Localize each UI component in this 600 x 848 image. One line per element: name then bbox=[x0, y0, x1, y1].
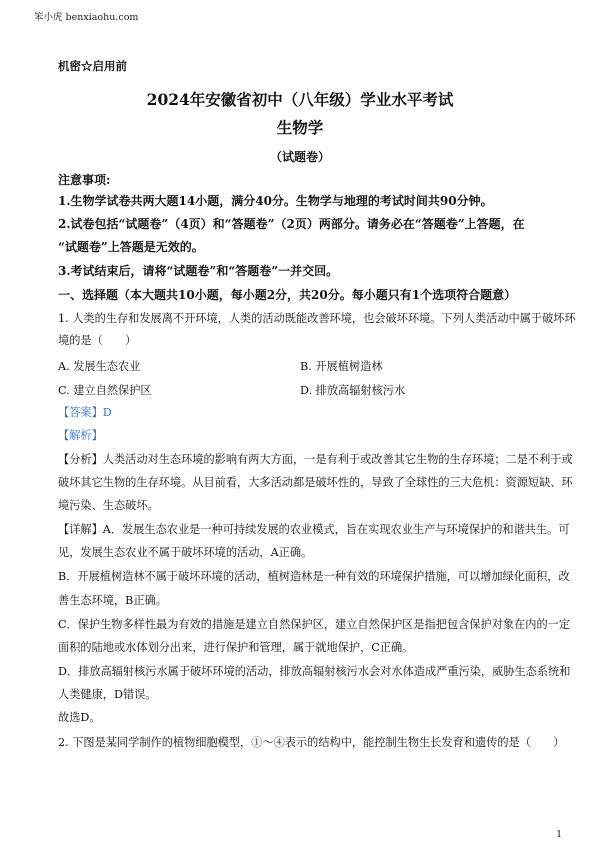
page-number: 1 bbox=[556, 830, 562, 840]
q1-detail-9: 故选D。 bbox=[58, 711, 101, 724]
q1-detail-5: C．保护生物多样性最为有效的措施是建立自然保护区，建立自然保护区是指把包含保护对象在内的一定 bbox=[58, 618, 571, 631]
q1-detail-7: D．排放高辐射核污水属于破坏环境的活动，排放高辐射核污水会对水体造成严重污染，威胁生态系统和 bbox=[58, 665, 571, 678]
q1-option-b: B. 开展植树造林 bbox=[300, 360, 383, 373]
section-heading: 一、选择题（本大题共10小题，每小题2分，共20分。每小题只有1个选项符合题意） bbox=[58, 288, 517, 302]
exam-title: 2024年安徽省初中（八年级）学业水平考试 bbox=[146, 90, 454, 109]
q1-detail-4: 善生态环境，B正确。 bbox=[58, 594, 167, 607]
q1-analysis-3: 境污染、生态破坏。 bbox=[58, 499, 159, 512]
q1-detail-8: 人类健康，D错误。 bbox=[58, 688, 157, 701]
note-2: 2.试卷包括“试题卷”（4页）和“答题卷”（2页）两部分。请务必在“答题卷”上答题，在 bbox=[58, 217, 525, 231]
q1-option-a: A. 发展生态农业 bbox=[58, 360, 141, 373]
note-1: 1.生物学试卷共两大题14小题，满分40分。生物学与地理的考试时间共90分钟。 bbox=[58, 194, 493, 208]
confidential-label: 机密☆启用前 bbox=[58, 59, 127, 73]
notes-heading: 注意事项: bbox=[58, 173, 111, 187]
q1-detail-3: B．开展植树造林不属于破坏环境的活动，植树造林是一种有效的环境保护措施，可以增加绿化面积，改 bbox=[58, 570, 570, 583]
q1-stem-2: 境的是（ ） bbox=[58, 334, 137, 347]
q1-detail-1: 【详解】A．发展生态农业是一种可持续发展的农业模式，旨在实现农业生产与环境保护的和谐共生。可 bbox=[58, 523, 570, 536]
q1-analysis-1: 【分析】人类活动对生态环境的影响有两大方面，一是有利于或改善其它生物的生存环境；二是不利于或 bbox=[58, 453, 573, 466]
q1-analysis-tag: 【解析】 bbox=[58, 429, 103, 442]
q1-answer: 【答案】D bbox=[58, 406, 112, 419]
q1-detail-2: 见，发展生态农业不属于破坏环境的活动，A正确。 bbox=[58, 546, 313, 559]
q1-option-d: D. 排放高辐射核污水 bbox=[300, 384, 406, 397]
note-3: 3.考试结束后，请将“试题卷”和“答题卷”一并交回。 bbox=[58, 264, 339, 278]
q1-detail-6: 面积的陆地或水体划分出来，进行保护和管理，属于就地保护，C正确。 bbox=[58, 641, 414, 654]
q1-analysis-2: 破坏其它生物的生存环境。从目前看，大多活动都是破坏性的，导致了全球性的三大危机：资源短缺、环 bbox=[58, 476, 573, 489]
paper-type: （试题卷） bbox=[269, 150, 330, 164]
watermark: 笨小虎 benxiaohu.com bbox=[34, 12, 139, 23]
note-2-cont: “试题卷”上答题是无效的。 bbox=[58, 240, 204, 254]
q1-option-c: C. 建立自然保护区 bbox=[58, 384, 152, 397]
subject-title: 生物学 bbox=[276, 118, 324, 137]
q1-stem-1: 1. 人类的生存和发展离不开环境，人类的活动既能改善环境，也会破坏环境。下列人类活动中属于破坏环 bbox=[58, 312, 576, 325]
q2-stem: 2. 下图是某同学制作的植物细胞模型，①～④表示的结构中，能控制生物生长发育和遗传的是（ ） bbox=[58, 736, 565, 749]
